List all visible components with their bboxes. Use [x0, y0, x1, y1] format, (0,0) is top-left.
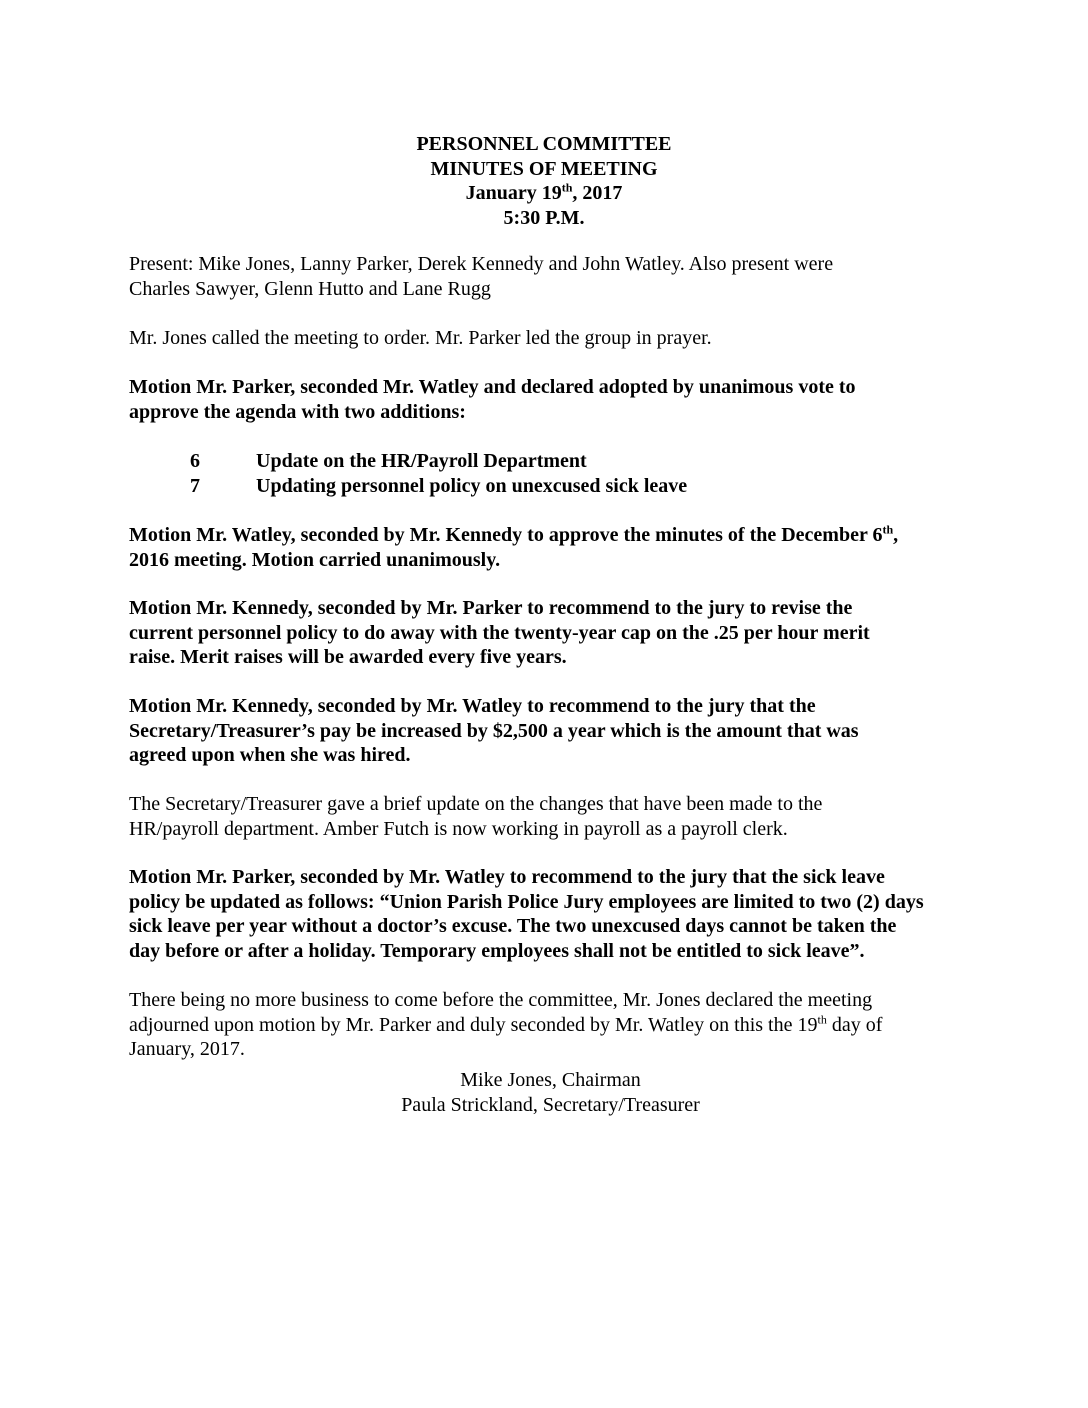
chairman-signature: Mike Jones, Chairman: [460, 1069, 641, 1091]
motion-pay-paragraph: Motion Mr. Kennedy, seconded by Mr. Watley to recommend to the jury that the Secretary/Treasurer’s pay be increased by $2,500 a year which is the amount that was agreed upon when she was hired.: [129, 695, 859, 766]
motion-sick-leave-paragraph: Motion Mr. Parker, seconded by Mr. Watley to recommend to the jury that the sick leave policy be updated as follows: “Union Parish Police Jury employees are limited to two (2) days sick leave per year without a doctor’s excuse. The two unexcused days cannot be taken the day before or after a holiday. Temporary employees shall not be entitled to sick leave”.: [129, 866, 924, 962]
meeting-date: January 19th, 2017: [465, 180, 623, 204]
call-to-order-paragraph: Mr. Jones called the meeting to order. Mr. Parker led the group in prayer.: [129, 327, 712, 349]
motion-minutes-paragraph: Motion Mr. Watley, seconded by Mr. Kennedy to approve the minutes of the December 6th, 2016 meeting. Motion carried unanimously.: [129, 522, 899, 571]
secretary-signature: Paula Strickland, Secretary/Treasurer: [401, 1093, 700, 1116]
minutes-title: MINUTES OF MEETING: [430, 157, 658, 180]
agenda-item-number: 6: [190, 450, 200, 472]
motion-merit-paragraph: Motion Mr. Kennedy, seconded by Mr. Parker to recommend to the jury to revise the current personnel policy to do away with the twenty-year cap on the .25 per hour merit raise. Merit raises will be awarded every five years.: [129, 597, 870, 668]
motion-agenda-paragraph: Motion Mr. Parker, seconded Mr. Watley and declared adopted by unanimous vote to approve the agenda with two additions:: [129, 376, 856, 423]
signature-block: [0, 1068, 1088, 1117]
adjournment-paragraph: There being no more business to come before the committee, Mr. Jones declared the meeting adjourned upon motion by Mr. Parker and duly seconded by Mr. Watley on this the 19th day of January, 2017.: [129, 989, 883, 1060]
document-header: [0, 132, 1088, 230]
attendance-paragraph: Present: Mike Jones, Lanny Parker, Derek Kennedy and John Watley. Also present were Charles Sawyer, Glenn Hutto and Lane Rugg: [129, 253, 834, 300]
agenda-item-text: Updating personnel policy on unexcused sick leave: [256, 475, 688, 497]
agenda-item-number: 7: [190, 475, 200, 497]
agenda-addition-item: [190, 474, 687, 499]
agenda-addition-item: [190, 449, 587, 474]
meeting-time: 5:30 P.M.: [503, 206, 585, 229]
committee-title: PERSONNEL COMMITTEE: [416, 133, 672, 155]
agenda-item-text: Update on the HR/Payroll Department: [256, 450, 587, 472]
hr-update-paragraph: The Secretary/Treasurer gave a brief update on the changes that have been made to the HR/payroll department. Amber Futch is now working in payroll as a payroll clerk.: [129, 793, 823, 840]
